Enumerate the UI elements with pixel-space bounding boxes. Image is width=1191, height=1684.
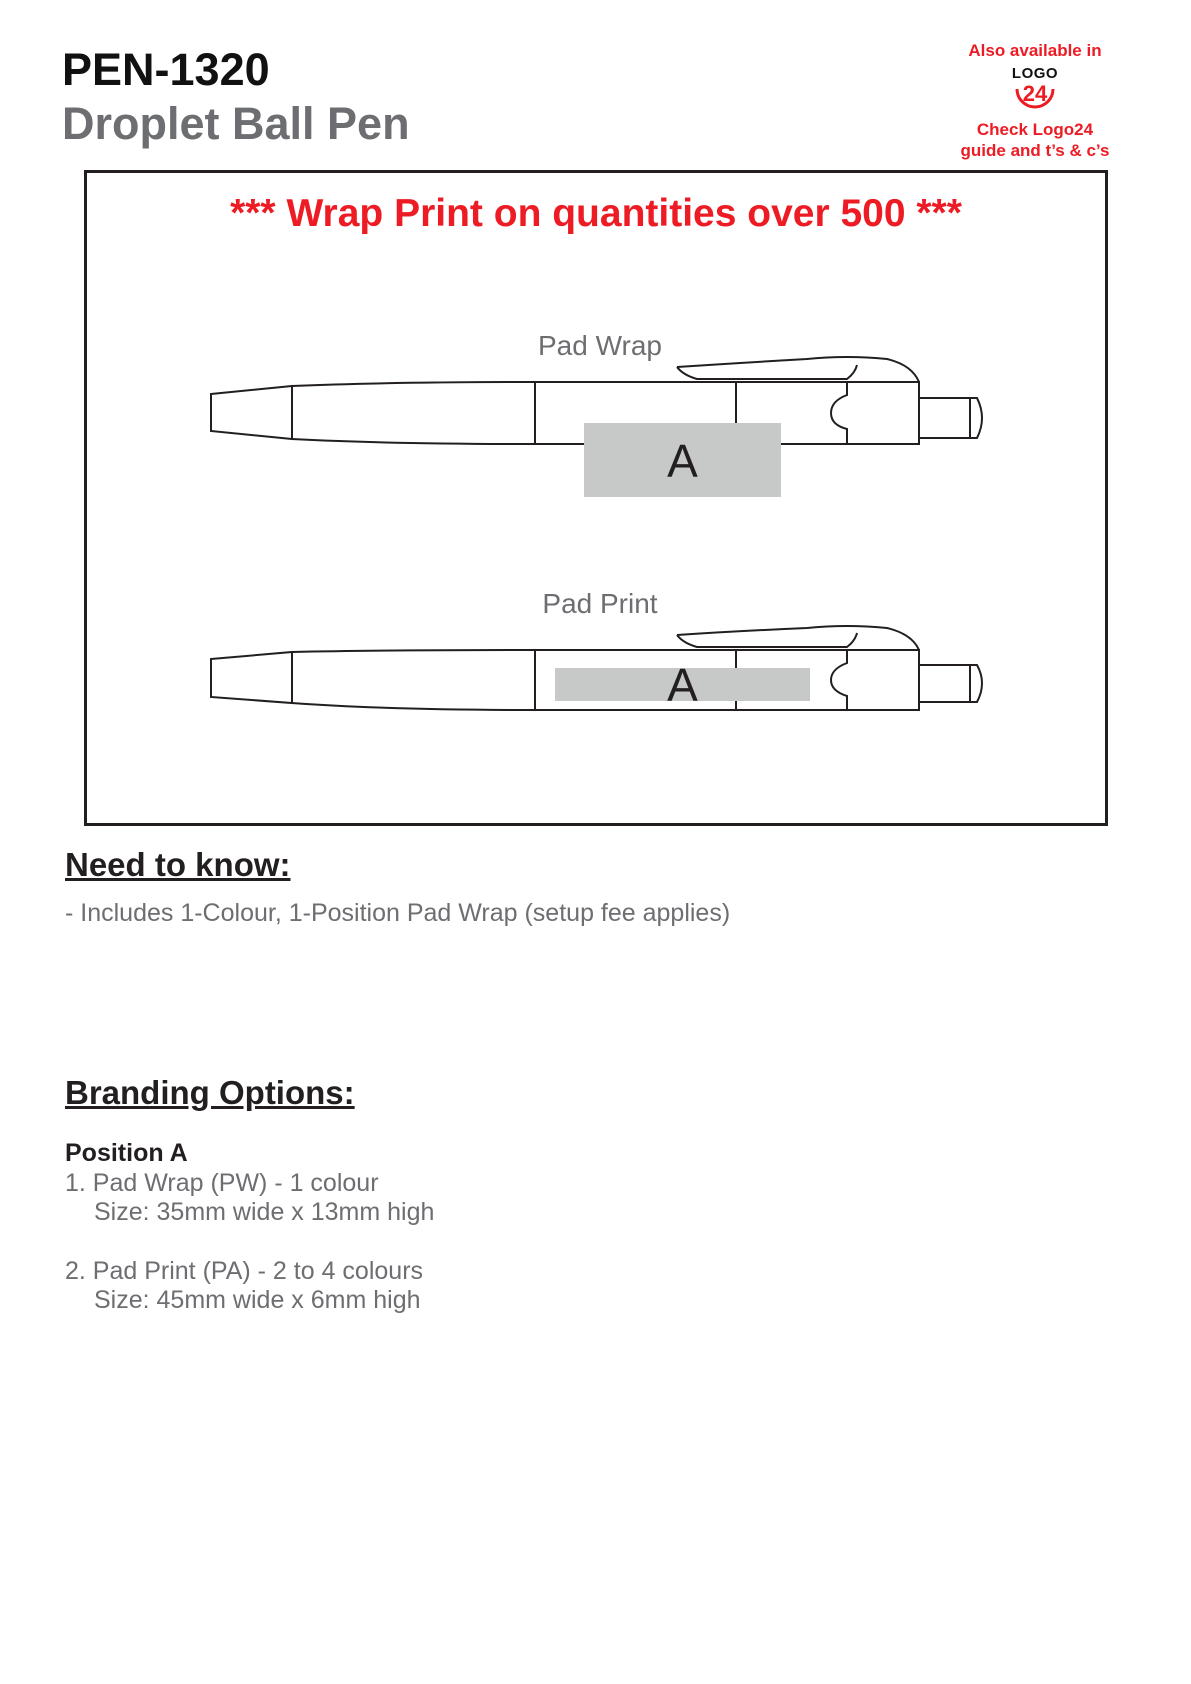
pad-print-position-label: A — [667, 659, 698, 711]
need-to-know-item: - Includes 1-Colour, 1-Position Pad Wrap (setup fee applies) — [65, 899, 731, 927]
print-diagram-frame — [84, 170, 1108, 826]
pen-diagrams — [87, 173, 1105, 823]
logo24-terms-text: guide and t’s & c’s — [960, 141, 1110, 160]
pad-wrap-position-label: A — [667, 435, 698, 487]
logo24-available-text: Also available in — [968, 41, 1102, 60]
product-name: Droplet Ball Pen — [62, 98, 410, 149]
logo24-number: 24 — [1022, 81, 1048, 106]
branding-options-title: Branding Options: — [65, 1074, 355, 1111]
logo24-notice — [945, 40, 1125, 161]
position-a-title: Position A — [65, 1139, 188, 1167]
wrap-print-banner: *** Wrap Print on quantities over 500 *** — [230, 192, 962, 235]
branding-option-1: 1. Pad Wrap (PW) - 1 colour — [65, 1169, 379, 1197]
branding-option-1-size: Size: 35mm wide x 13mm high — [94, 1198, 435, 1226]
product-code: PEN-1320 — [62, 44, 270, 95]
pad-print-pen — [211, 588, 982, 711]
logo24-badge — [1005, 65, 1065, 115]
pad-wrap-pen — [211, 330, 982, 497]
pad-wrap-label: Pad Wrap — [538, 330, 662, 361]
need-to-know-title: Need to know: — [65, 846, 291, 883]
branding-option-2-size: Size: 45mm wide x 6mm high — [94, 1286, 421, 1314]
logo24-word: LOGO — [1011, 65, 1059, 82]
branding-option-2: 2. Pad Print (PA) - 2 to 4 colours — [65, 1257, 424, 1285]
logo24-check-text: Check Logo24 — [976, 120, 1094, 139]
pad-print-label: Pad Print — [542, 588, 658, 619]
